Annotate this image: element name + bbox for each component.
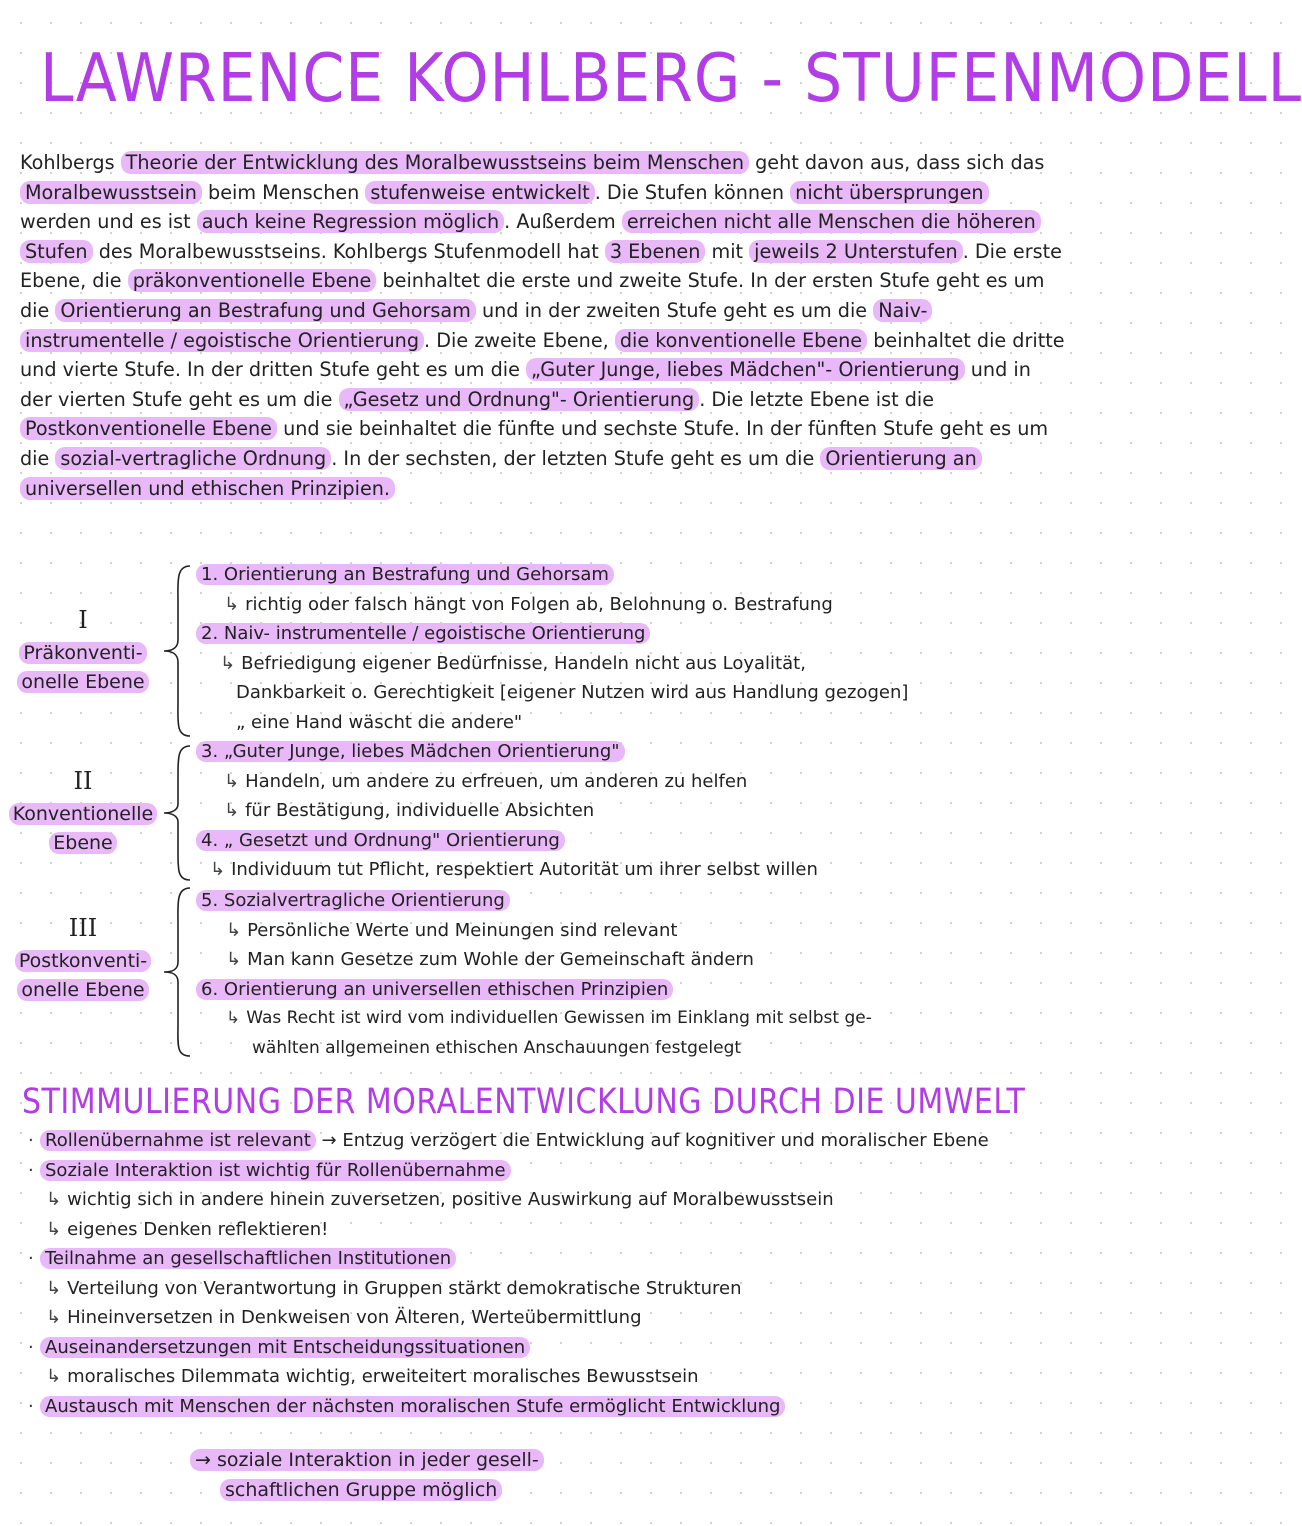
stage-3-label: 3. „Guter Junge, liebes Mädchen Orientierung": [196, 741, 625, 762]
conclusion-line-1: → soziale Interaktion in jeder gesell-: [190, 1449, 544, 1471]
level-3-brace: [160, 884, 194, 1060]
stage-4-note-1: Individuum tut Pflicht, respektiert Autorität um ihrer selbst willen: [231, 859, 818, 880]
intro-highlight: Naiv-instrumentelle / egoistische Orientierung: [20, 299, 932, 352]
level-3-name: Postkonventi-onelle Ebene: [15, 950, 151, 1001]
level-3-stages: [196, 886, 1076, 1063]
intro-highlight: erreichen nicht alle Menschen die höheren Stufen: [20, 210, 1041, 263]
stage-1-label: 1. Orientierung an Bestrafung und Gehorsam: [196, 564, 614, 585]
arrow-icon: ↳: [46, 1307, 62, 1328]
intro-highlight: Moralbewusstsein: [20, 181, 202, 204]
stim-item-3-sub-2: Hineinversetzen in Denkweisen von Älteren, Werteübermittlung: [67, 1307, 642, 1328]
intro-text: Kohlbergs: [20, 151, 121, 174]
level-1-name: Präkonventi-onelle Ebene: [17, 642, 148, 693]
level-2-brace: [160, 742, 194, 884]
intro-text: werden und es ist: [20, 210, 197, 234]
stage-2-note-1: Befriedigung eigener Bedürfnisse, Handeln nicht aus Loyalität,: [241, 652, 806, 674]
intro-text: des Moralbewusstseins. Kohlbergs Stufenmodell hat: [92, 239, 605, 263]
intro-text: . Die letzte Ebene ist die: [699, 387, 935, 411]
level-1-stages: [196, 560, 1076, 737]
intro-highlight: die konventionelle Ebene: [615, 329, 867, 352]
bullet-icon: ·: [28, 1130, 34, 1151]
stim-item-3: Teilnahme an gesellschaftlichen Institutionen: [40, 1248, 456, 1269]
intro-text: mit: [705, 239, 750, 263]
intro-text: und in der vierten Stufe geht es um die: [20, 358, 1031, 411]
intro-text: . Außerdem: [504, 210, 622, 234]
intro-highlight: auch keine Regression möglich: [197, 210, 504, 233]
intro-highlight: nicht übersprungen: [790, 181, 988, 204]
arrow-icon: ↳: [226, 949, 242, 970]
intro-highlight: Orientierung an Bestrafung und Gehorsam: [55, 299, 475, 322]
intro-text: und sie beinhaltet die fünfte und sechste Stufe. In der fünften Stufe geht es um die: [20, 417, 1049, 470]
arrow-icon: ↳: [224, 593, 240, 615]
intro-highlight: sozial-vertragliche Ordnung: [55, 447, 331, 470]
intro-highlight: Orientierung an universellen und ethischen Prinzipien.: [20, 447, 982, 500]
arrow-icon: ↳: [224, 770, 240, 792]
arrow-icon: ↳: [226, 919, 242, 941]
bullet-icon: ·: [28, 1159, 34, 1181]
arrow-icon: ↳: [226, 1008, 241, 1028]
intro-paragraph: [20, 148, 1065, 503]
intro-highlight: präkonventionelle Ebene: [128, 269, 377, 292]
level-3-label: [8, 915, 158, 1005]
arrow-icon: ↳: [224, 800, 240, 821]
section-heading: STIMMULIERUNG DER MORALENTWICKLUNG DURCH DIE UMWELT: [22, 1082, 1026, 1123]
level-1-brace: [160, 562, 194, 740]
intro-text: geht davon aus, dass sich das: [749, 151, 1045, 174]
intro-text: . Die Stufen können: [594, 180, 791, 204]
conclusion-line-2: schaftlichen Gruppe möglich: [220, 1479, 502, 1501]
bullet-icon: ·: [28, 1248, 34, 1269]
stim-item-2-sub-2: eigenes Denken reflektieren!: [67, 1218, 329, 1240]
stim-item-3-sub-1: Verteilung von Verantwortung in Gruppen stärkt demokratische Strukturen: [67, 1277, 742, 1299]
stimulation-list: [28, 1126, 1068, 1421]
arrow-icon: ↳: [46, 1366, 62, 1387]
intro-text: . Die erste Ebene, die: [20, 239, 1062, 293]
stim-item-1-rest: → Entzug verzögert die Entwicklung auf kognitiver und moralischer Ebene: [315, 1130, 989, 1151]
level-2-name: Konventionelle Ebene: [9, 803, 158, 854]
stage-2-note-3: „ eine Hand wäscht die andere": [236, 711, 523, 733]
stage-4-label: 4. „ Gesetzt und Ordnung" Orientierung: [196, 830, 565, 851]
stim-item-4-sub-1: moralisches Dilemmata wichtig, erweiteitert moralisches Bewusstsein: [67, 1366, 699, 1387]
stim-item-5: Austausch mit Menschen der nächsten moralischen Stufe ermöglicht Entwicklung: [40, 1396, 785, 1417]
intro-highlight: Theorie der Entwicklung des Moralbewusstseins beim Menschen: [121, 151, 749, 174]
intro-text: beinhaltet die erste und zweite Stufe. In der ersten Stufe geht es um die: [20, 269, 1045, 322]
stim-item-4: Auseinandersetzungen mit Entscheidungssituationen: [40, 1337, 530, 1358]
stage-5-note-1: Persönliche Werte und Meinungen sind relevant: [247, 919, 678, 941]
stage-1-note-1: richtig oder falsch hängt von Folgen ab, Belohnung o. Bestrafung: [245, 593, 833, 615]
intro-highlight: „Gesetz und Ordnung"- Orientierung: [339, 388, 700, 411]
level-2-stages: [196, 737, 1076, 885]
arrow-icon: ↳: [210, 859, 226, 880]
stage-2-label: 2. Naiv- instrumentelle / egoistische Orientierung: [196, 623, 650, 644]
stage-6-label: 6. Orientierung an universellen ethischen Prinzipien: [196, 979, 673, 1000]
arrow-icon: ↳: [46, 1218, 62, 1240]
intro-text: . Die zweite Ebene,: [424, 328, 615, 352]
stage-5-label: 5. Sozialvertragliche Orientierung: [196, 890, 510, 911]
stim-item-2-sub-1: wichtig sich in andere hinein zuversetzen, positive Auswirkung auf Moralbewusstsein: [67, 1189, 834, 1210]
level-1-numeral: I: [78, 606, 88, 634]
level-1-label: [8, 607, 158, 697]
intro-highlight: 3 Ebenen: [605, 240, 706, 263]
page-title: LAWRENCE KOHLBERG - STUFENMODELL: [40, 39, 1302, 118]
level-3-numeral: III: [68, 914, 98, 942]
stage-3-note-1: Handeln, um andere zu erfreuen, um anderen zu helfen: [245, 770, 748, 792]
intro-highlight: stufenweise entwickelt: [365, 181, 594, 204]
intro-text: beim Menschen: [201, 180, 366, 204]
intro-highlight: jeweils 2 Unterstufen: [749, 240, 963, 263]
level-2-numeral: II: [73, 767, 93, 795]
stage-2-note-2: Dankbarkeit o. Gerechtigkeit [eigener Nutzen wird aus Handlung gezogen]: [236, 682, 909, 703]
intro-text: und in der zweiten Stufe geht es um die: [475, 298, 874, 322]
bullet-icon: ·: [28, 1336, 34, 1358]
stim-item-2: Soziale Interaktion ist wichtig für Rollenübernahme: [40, 1160, 511, 1181]
level-2-label: [8, 768, 158, 858]
stage-6-note-2: wählten allgemeinen ethischen Anschauungen festgelegt: [252, 1037, 742, 1058]
arrow-icon: ↳: [46, 1277, 62, 1299]
intro-text: beinhaltet die dritte und vierte Stufe. In der dritten Stufe geht es um die: [20, 328, 1065, 382]
stim-item-1: Rollenübernahme ist relevant: [40, 1130, 316, 1151]
arrow-icon: ↳: [46, 1189, 62, 1210]
intro-highlight: „Guter Junge, liebes Mädchen"- Orientierung: [526, 358, 965, 381]
arrow-icon: ↳: [220, 652, 236, 674]
bullet-icon: ·: [28, 1395, 34, 1417]
stage-3-note-2: für Bestätigung, individuelle Absichten: [245, 800, 595, 821]
conclusion: [190, 1445, 710, 1505]
intro-highlight: Postkonventionelle Ebene: [20, 417, 277, 440]
stage-6-note-1: Was Recht ist wird vom individuellen Gewissen im Einklang mit selbst ge-: [246, 1008, 872, 1028]
intro-text: . In der sechsten, der letzten Stufe geht es um die: [331, 446, 821, 470]
stage-5-note-2: Man kann Gesetze zum Wohle der Gemeinschaft ändern: [247, 949, 754, 970]
